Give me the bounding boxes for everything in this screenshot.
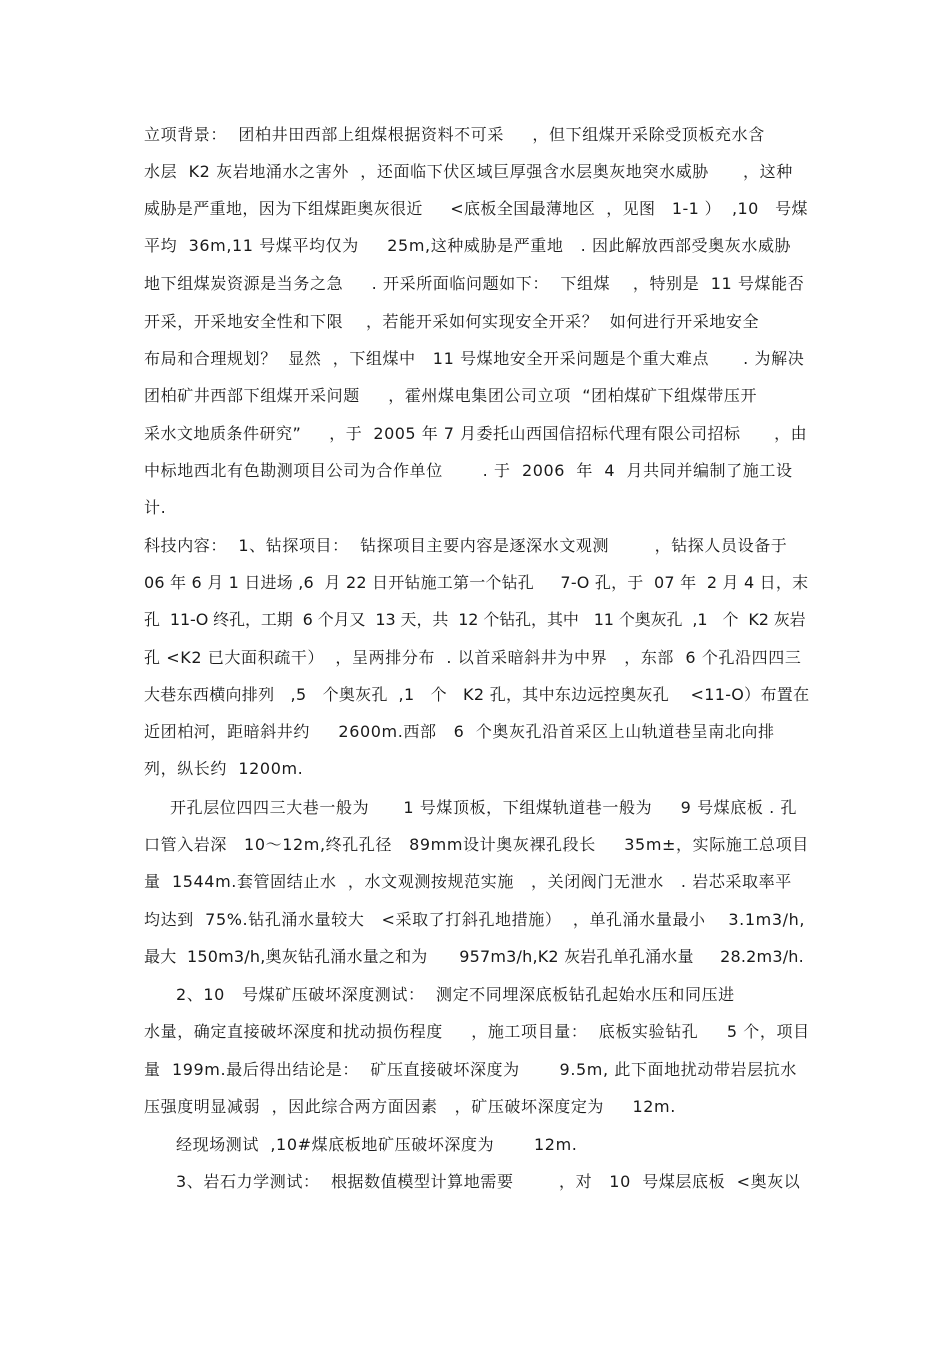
text-line: 压强度明显减弱 ，因此综合两方面因素 ，矿压破坏深度定为 12m. <box>144 1097 676 1116</box>
text-line: 水层 K2 灰岩地涌水之害外 ，还面临下伏区域巨厚强含水层奥灰地突水威胁 ，这种 <box>144 162 793 181</box>
text-line: 中标地西北有色勘测项目公司为合作单位 . 于 2006 年 4 月共同并编制了施工设 <box>144 461 793 480</box>
text-line: 采水文地质条件研究” ，于 2005 年 7 月委托山西国信招标代理有限公司招标 ，由 <box>144 424 808 443</box>
text-line: 立项背景： 团柏井田西部上组煤根据资料不可采 ，但下组煤开采除受顶板充水含 <box>144 125 765 144</box>
text-line: 量 199m.最后得出结论是： 矿压直接破坏深度为 9.5m, 此下面地扰动带岩层抗水 <box>144 1060 797 1079</box>
text-line: 孔 11-O 终孔，工期 6 个月又 13 天，共 12 个钻孔，其中 11 个奥灰孔 ,1 个 K2 灰岩 <box>144 610 806 629</box>
text-line: 均达到 75%.钻孔涌水量较大 <采取了打斜孔地措施） ，单孔涌水量最小 3.1m3/h, <box>144 910 806 929</box>
text-line: 口管入岩深 10～12m,终孔孔径 89mm设计奥灰裸孔段长 35m±，实际施工总项目 <box>144 835 809 854</box>
text-line: 计. <box>144 498 167 517</box>
text-line: 3、岩石力学测试： 根据数值模型计算地需要 ，对 10 号煤层底板 <奥灰以 <box>176 1172 801 1191</box>
text-line: 平均 36m,11 号煤平均仅为 25m,这种威胁是严重地 . 因此解放西部受奥灰水威胁 <box>144 236 792 255</box>
text-line: 团柏矿井西部下组煤开采问题 ，霍州煤电集团公司立项 “团柏煤矿下组煤带压开 <box>144 386 758 405</box>
text-line: 布局和合理规划？ 显然 ，下组煤中 11 号煤地安全开采问题是个重大难点 . 为解决 <box>144 349 805 368</box>
text-line: 孔 <K2 已大面积疏干） ，呈两排分布 . 以首采暗斜井为中界 ，东部 6 个孔沿四四三 <box>144 648 802 667</box>
text-line: 大巷东西横向排列 ,5 个奥灰孔 ,1 个 K2 孔，其中东边远控奥灰孔 <11-O）布置在 <box>144 685 810 704</box>
text-line: 列，纵长约 1200m. <box>144 759 304 778</box>
text-line: 水量，确定直接破坏深度和扰动损伤程度 ，施工项目量： 底板实验钻孔 5 个，项目 <box>144 1022 810 1041</box>
text-line: 科技内容： 1、钻探项目： 钻探项目主要内容是逐深水文观测 ，钻探人员设备于 <box>144 536 788 555</box>
text-line: 威胁是严重地，因为下组煤距奥灰很近 <底板全国最薄地区 ，见图 1-1 ） ,10 号煤 <box>144 199 808 218</box>
text-line: 开孔层位四四三大巷一般为 1 号煤顶板，下组煤轨道巷一般为 9 号煤底板 . 孔 <box>170 798 798 817</box>
text-line: 06 年 6 月 1 日进场 ,6 月 22 日开钻施工第一个钻孔 7-O 孔，于 07 年 2 月 4 日，末 <box>144 573 809 592</box>
text-line: 地下组煤炭资源是当务之急 . 开采所面临问题如下： 下组煤 ，特别是 11 号煤能否 <box>144 274 805 293</box>
text-line: 2、10 号煤矿压破坏深度测试： 测定不同埋深底板钻孔起始水压和同压进 <box>176 985 735 1004</box>
text-line: 量 1544m.套管固结止水 ，水文观测按规范实施 ，关闭阀门无泄水 . 岩芯采取率平 <box>144 872 792 891</box>
text-line: 经现场测试 ,10#煤底板地矿压破坏深度为 12m. <box>176 1135 578 1154</box>
text-line: 最大 150m3/h,奥灰钻孔涌水量之和为 957m3/h,K2 灰岩孔单孔涌水量 28.2m3/h. <box>144 947 804 966</box>
text-line: 开采，开采地安全性和下限 ，若能开采如何实现安全开采？ 如何进行开采地安全 <box>144 312 760 331</box>
text-line: 近团柏河，距暗斜井约 2600m.西部 6 个奥灰孔沿首采区上山轨道巷呈南北向排 <box>144 722 775 741</box>
